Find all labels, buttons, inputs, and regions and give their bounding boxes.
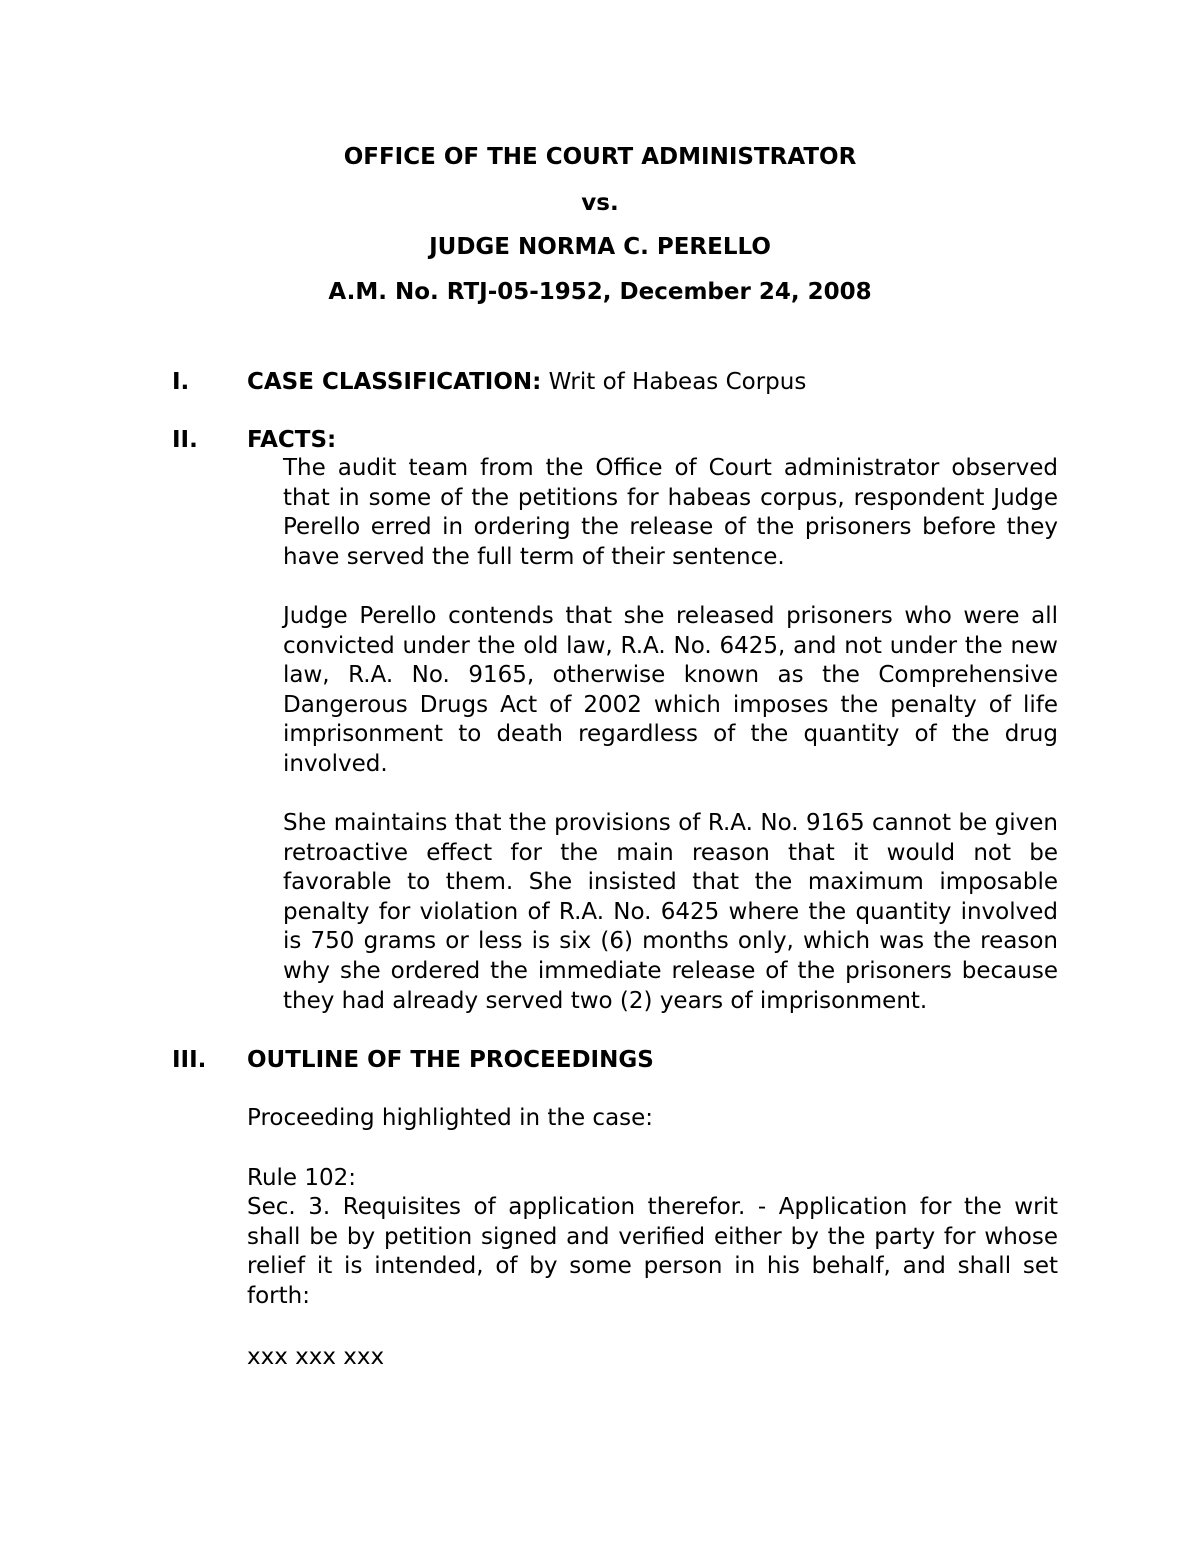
case-title-versus: vs. [581, 190, 619, 216]
facts-paragraph-2: Judge Perello contends that she released prisoners who were all convicted under the old law, R.A. No. 6425, and not under the new law, R.A. No. 9165, otherwise known as the Comprehensive Dangerous Drugs Act of 2002 which imposes the penalty of life imprisonment to death regardless of the quantity of the drug involved. [283, 603, 1058, 777]
rule-label: Rule 102: [247, 1165, 357, 1191]
proceedings-intro: Proceeding highlighted in the case: [247, 1105, 654, 1131]
section-2-numeral: II. [172, 427, 198, 453]
section-1-value: Writ of Habeas Corpus [541, 369, 807, 395]
case-title-complainant: OFFICE OF THE COURT ADMINISTRATOR [343, 144, 857, 170]
section-2-heading [247, 425, 336, 455]
case-title-respondent: JUDGE NORMA C. PERELLO [429, 234, 771, 260]
section-1-heading [247, 367, 806, 397]
section-3-numeral: III. [172, 1047, 207, 1073]
facts-paragraph-1: The audit team from the Office of Court administrator observed that in some of the petitions for habeas corpus, respondent Judge Perello erred in ordering the release of the prisoners before they have served the full term of their sentence. [283, 455, 1058, 570]
section-3-label: OUTLINE OF THE PROCEEDINGS [247, 1047, 654, 1073]
section-1-numeral: I. [172, 369, 190, 395]
section-3-heading [247, 1045, 654, 1075]
section-1-label: CASE CLASSIFICATION: [247, 369, 542, 395]
section-2-label: FACTS: [247, 427, 337, 453]
case-citation: A.M. No. RTJ-05-1952, December 24, 2008 [328, 279, 872, 305]
rule-section-text: Sec. 3. Requisites of application therefor. - Application for the writ shall be by petition signed and verified either by the party for whose relief it is intended, of by some person in his behalf, and shall set forth: [247, 1194, 1058, 1309]
facts-paragraph-3: She maintains that the provisions of R.A. No. 9165 cannot be given retroactive effect for the main reason that it would not be favorable to them. She insisted that the maximum imposable penalty for violation of R.A. No. 6425 where the quantity involved is 750 grams or less is six (6) months only, which was the reason why she ordered the immediate release of the prisoners because they had already served two (2) years of imprisonment. [283, 810, 1058, 1014]
ellipsis-text: xxx xxx xxx [247, 1344, 385, 1370]
